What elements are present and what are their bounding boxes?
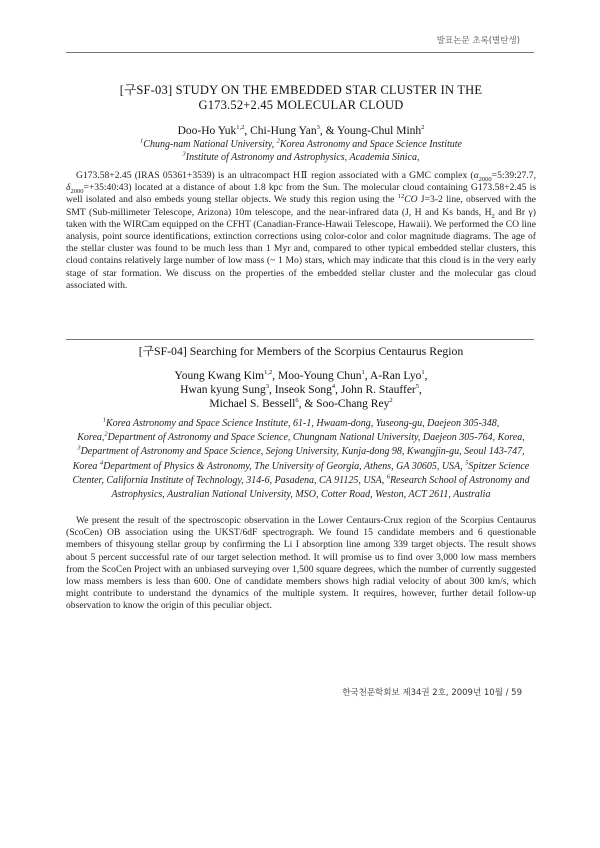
author-sup: 3 <box>265 383 269 391</box>
affil-text: Department of Astronomy and Space Science, Chungnam National University, Daejeon 305-764, Korea, <box>107 432 525 444</box>
author-name: A-Ran Lyo <box>369 370 422 382</box>
affil-sup: 5 <box>465 459 469 467</box>
author-sup: 2 <box>421 124 425 132</box>
author-sep: , <box>268 384 275 396</box>
author-name: Soo-Chang Rey <box>316 398 390 410</box>
affil-text: Korea Astronomy and Space Science Institute <box>279 139 462 150</box>
article1-title-line1: [구SF-03] STUDY ON THE EMBEDDED STAR CLUSTER IN THE <box>119 83 483 97</box>
alpha-value: =5:39:27.7, <box>491 170 536 181</box>
affil-sup: 1 <box>140 137 144 145</box>
author-sup: 1,2 <box>236 124 245 132</box>
author-sup: 1 <box>421 369 425 377</box>
affil-text: Research School of Astronomy and Astrophysics, Australian National University, MSO, Cotter Road, Weston, ACT 2611, Australia <box>111 474 530 501</box>
section-rule <box>66 339 534 340</box>
affil-text: Korea Astronomy and Space Science Institute, 61-1, Hwaam-dong, Yuseong-gu, Daejeon 305-348, Korea, <box>77 418 500 444</box>
author-sup: 2 <box>389 397 393 405</box>
author-name: Chi-Hung Yan <box>250 125 317 137</box>
authors-line3 <box>66 397 536 411</box>
article1-authors <box>66 124 536 138</box>
article1-affiliations <box>66 138 536 164</box>
abstract-text: ) located at a distance of about 1.8 kpc from the Sun. The molecular cloud containing G173.58+2.45 is well isolated and also embeds young stellar objects. We study this region using the <box>66 182 536 206</box>
author-sup: 3 <box>316 124 320 132</box>
running-header: 발표논문 초록(별탄생) <box>436 36 520 46</box>
affil-line1 <box>66 138 536 151</box>
author-sep: , <box>244 125 251 137</box>
alpha-symbol: α <box>473 170 479 181</box>
author-name: Hwan kyung Sung <box>180 384 266 396</box>
author-name: Young Kwang Kim <box>174 370 265 382</box>
article1-abstract <box>66 170 536 292</box>
author-sup: 1 <box>361 369 365 377</box>
abstract-text: G173.58+2.45 (IRAS 05361+3539) is an ultracompact HⅡ region associated with a GMC complex ( <box>76 170 474 181</box>
article2-abstract: We present the result of the spectroscopic observation in the Lower Centaurs-Crux region of the Scorpius Centaurus (ScoCen) OB association using the UKST/6dF spectrograph. We found 15 candidate members and 6 questionable members of thisyoung stellar group by confirming the Li I absorption line among 339 target objects. The result shows about 5 percent successful rate of our target selection method. It will promise us to find over 3,000 low mass members from the ScoCen Project with an unbiased surveying over 1,500 square degrees, which the number of currently suggested low mass members is less than 600. One of candidate members shows high radial velocity of about 300 km/s, which might contribute to understand the dynamics of the multiple system. It requires, however, further detail follow-up observation to know the origin of this peculiar object. <box>66 515 536 612</box>
author-sup: 5 <box>415 383 420 391</box>
delta-value: =+35:40:43 <box>83 182 129 194</box>
h2-sub: 2 <box>491 212 495 220</box>
author-name: Doo-Ho Yuk <box>177 125 237 137</box>
article2-authors <box>66 369 536 411</box>
affil-sup: 2 <box>104 430 108 438</box>
affil-text: Spitzer Science Ctenter, California Institute of Technology, 314-6, Pasadena, CA 91125, USA, <box>72 460 530 486</box>
delta-symbol: δ <box>66 182 71 194</box>
author-name: John R. Stauffer <box>340 384 416 396</box>
affil-sup: 3 <box>182 150 186 158</box>
affil-sup: 6 <box>386 473 390 481</box>
affil-text: Department of Astronomy and Space Science, Sejong University, Kunja-dong 98, Kwangjin-gu, Seoul 143-747, Korea <box>72 446 525 472</box>
author-sup: 4 <box>331 383 336 391</box>
affil-text: Department of Physics & Astronomy, The University of Georgia, Athens, GA 30605, USA, <box>103 460 466 472</box>
alpha-sub: 2000 <box>478 175 492 183</box>
abstract-text: and Br γ) taken with the WIRCam equipped on the CFHT (Canadian-France-Hawaii Telescope, Hawaii). We performed the CO line analysis, point source identifications, extinction corrections using color-color and color magnitude diagrams. The age of the stellar cluster was found to be much less than 1 Myr and, compared to other typical embedded stellar clusters, this cloud contains relatively large number of low mass (~ 1 Mo) stars, which may indicate that this cloud is in the very early stage of star formation. We discuss on the properties of the embedded stellar cluster and the molecular gas cloud associated with. <box>66 206 536 291</box>
author-sup: 6 <box>295 397 299 405</box>
affil-line2 <box>66 151 536 164</box>
author-name: Inseok Song <box>274 384 332 396</box>
delta-sub: 2000 <box>70 188 84 196</box>
author-sep: , <box>272 370 278 382</box>
author-name: Young-Chul Minh <box>337 125 422 137</box>
author-name: Michael S. Bessell <box>209 398 296 410</box>
author-sup: 1,2 <box>264 369 273 377</box>
authors-line2 <box>66 383 536 397</box>
author-sep: , <box>335 384 341 396</box>
affil-text: Institute of Astronomy and Astrophysics, Academia Sinica, <box>185 152 420 163</box>
co-sup: 12 <box>397 193 405 201</box>
article1-title <box>66 83 536 113</box>
affil-sup: 3 <box>77 445 81 453</box>
affil-text: Chung-nam National University, <box>143 139 277 150</box>
author-sep: , & <box>319 125 337 137</box>
article1-title-line2: G173.52+2.45 MOLECULAR CLOUD <box>198 98 404 112</box>
co-text: CO <box>404 194 418 206</box>
author-name: Moo-Young Chun <box>278 370 362 382</box>
article2-title: [구SF-04] Searching for Members of the Scorpius Centaurus Region <box>138 344 464 358</box>
authors-line1 <box>66 369 536 383</box>
abstract-text: J=3-2 line, observed with the SMT (Sub-millimeter Telescope, Arizona) 10m telescope, and the near-infrared data (J, H and Ks bands, H <box>66 194 536 218</box>
author-sep: , <box>364 370 370 382</box>
author-sep: , <box>419 384 422 396</box>
affil-sup: 4 <box>99 459 104 467</box>
affil-sup: 2 <box>276 137 280 145</box>
page-footer: 한국천문학회보 제34권 2호, 2009년 10월 / 59 <box>342 688 522 698</box>
header-rule <box>66 52 534 53</box>
author-sep: , & <box>298 398 317 410</box>
article2-affiliations <box>66 417 536 502</box>
author-sep: , <box>424 370 428 382</box>
affil-sup: 1 <box>102 416 106 424</box>
